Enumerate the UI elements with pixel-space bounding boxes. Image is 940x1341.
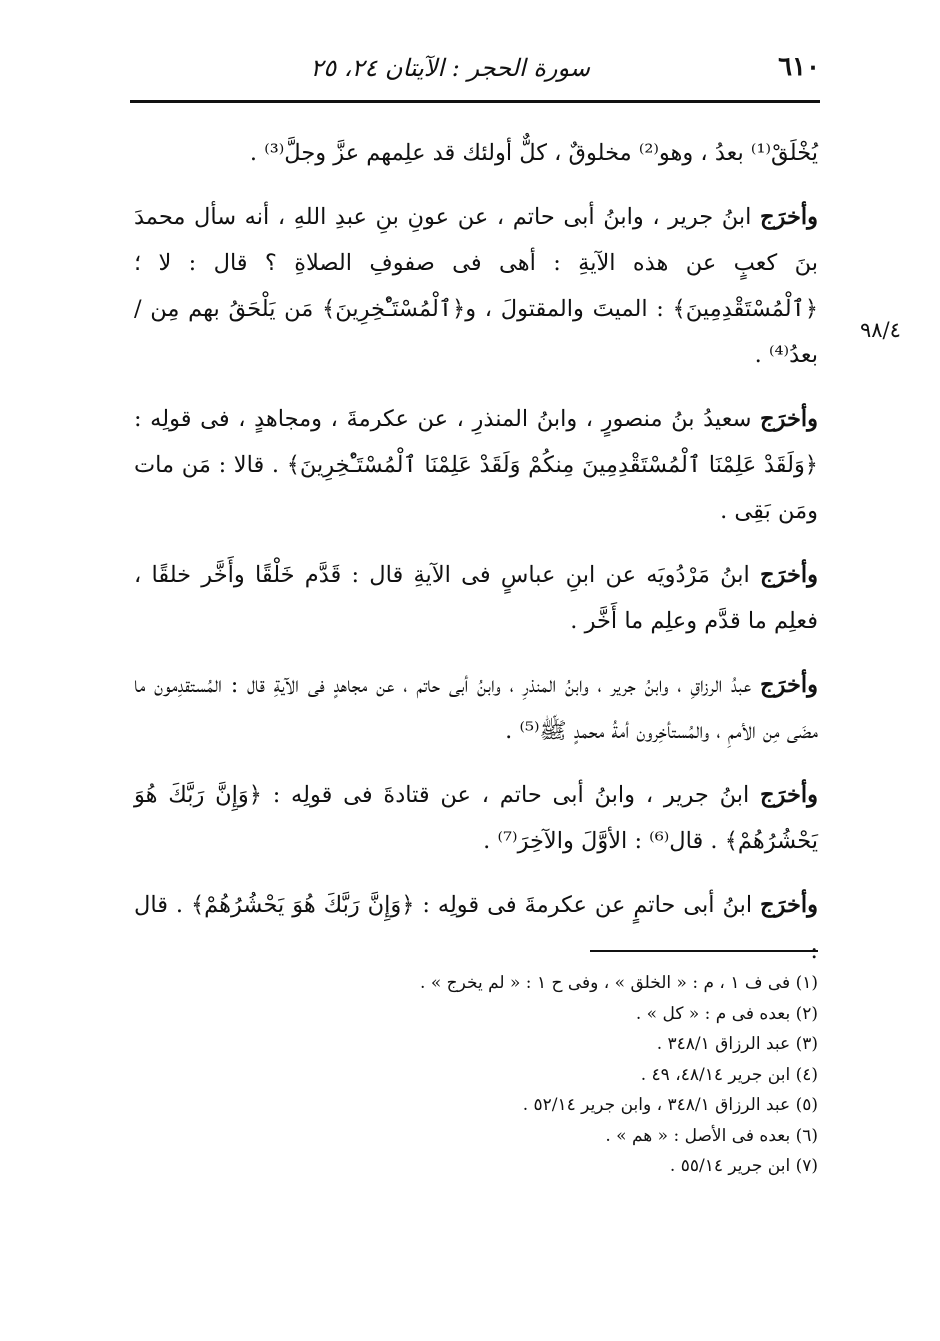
footnote: (٤) ابن جرير ٤٨/١٤، ٤٩ . [640, 1064, 818, 1085]
paragraph [134, 552, 818, 644]
paragraph-lead: وأخرَج [760, 406, 818, 432]
paragraph-text: يُخْلَقْ⁽¹⁾ بعدُ ، وهو⁽²⁾ مخلوقٌ ، كلٌّ أولئك قد علِمهم عزَّ وجلَّ⁽³⁾ . [249, 140, 818, 166]
paragraph-lead: وأخرَج [760, 892, 818, 918]
footnote: (١) فى ف ١ ، م : « الخلق » ، وفى ح ١ : « لم يخرج » . [420, 973, 818, 993]
paragraph-lead: وأخرَج [760, 782, 818, 808]
paragraph [134, 130, 818, 176]
body-text [134, 130, 818, 992]
paragraph-text: سعيدُ بنُ منصورٍ ، وابنُ المنذرِ ، عن عكرمةَ ، ومجاهدٍ ، فى قولِه : ﴿وَلَقَدْ عَلِمْنَا ٱلْمُسْتَقْدِمِينَ مِنكُمْ وَلَقَدْ عَلِمْنَا ٱلْمُسْتَـْٔخِرِينَ﴾ . قالا : مَن مات ومَن بَقِى . [134, 406, 818, 524]
margin-reference: ٩٨/٤ [860, 318, 901, 342]
paragraph-text: عبدُ الرزاقِ ، وابنُ جرير ، وابنُ المنذرِ ، وابنُ أبى حاتم ، عن مجاهدٍ فى الآيةِ قال : المُستقدِمون ما مضَى مِن الأممِ ، والمُستأخِرون أمةُ محمدٍ ﷺ⁽⁵⁾ . [134, 672, 818, 744]
paragraph-text: ابنُ جرير ، وابنُ أبى حاتم ، عن قتادةَ فى قولِه : ﴿وَإِنَّ رَبَّكَ هُوَ يَحْشُرُهُمْ﴾ . قال⁽⁶⁾ : الأوَّلَ والآخِرَ⁽⁷⁾ . [134, 782, 818, 854]
footnote: (٣) عبد الرزاق ٣٤٨/١ . [656, 1034, 818, 1054]
paragraph-lead: وأخرَج [760, 672, 818, 698]
footnote-rule [590, 950, 818, 952]
paragraph-text: ابنُ مَرْدُويَه عن ابنِ عباسٍ فى الآيةِ قال : قَدَّم خَلْقًا وأَخَّر خلقًا ، فعلِم ما قدَّم وعلِم ما أَخَّر . [134, 562, 818, 634]
paragraph [134, 882, 818, 974]
paragraph [134, 396, 818, 534]
paragraph [134, 194, 818, 378]
paragraph [134, 772, 818, 864]
running-title: سورة الحجر : الآيتان ٢٤، ٢٥ [310, 54, 590, 82]
header-rule [130, 100, 820, 103]
paragraph [134, 662, 818, 754]
footnote: (٧) ابن جرير ٥٥/١٤ . [669, 1156, 818, 1176]
page-header [130, 52, 820, 92]
footnote: (٦) بعده فى الأصل : « هم » . [605, 1125, 818, 1146]
page-number: ٦١٠ [778, 52, 820, 82]
footnotes [300, 968, 818, 1182]
paragraph-text: ابنُ أبى حاتمٍ عن عكرمةَ فى قولِه : ﴿وَإِنَّ رَبَّكَ هُوَ يَحْشُرُهُمْ﴾ . قال : [134, 892, 818, 964]
paragraph-text: ابنُ جرير ، وابنُ أبى حاتم ، عن عونِ بنِ عبدِ اللهِ ، أنه سأل محمدَ بنَ كعبٍ عن هذه الآيةِ : أهى فى صفوفِ الصلاةِ ؟ قال : لا ؛ ﴿ٱلْمُسْتَقْدِمِينَ﴾ : الميتَ والمقتولَ ، و﴿ٱلْمُسْتَـْٔخِرِينَ﴾ مَن يَلْحَقُ بهم مِن /بعدُ⁽⁴⁾ . [134, 204, 818, 368]
paragraph-lead: وأخرَج [760, 204, 818, 230]
paragraph-lead: وأخرَج [760, 562, 818, 588]
footnote: (٢) بعده فى م : « كل » . [635, 1003, 818, 1024]
footnote: (٥) عبد الرزاق ٣٤٨/١ ، وابن جرير ٥٢/١٤ . [522, 1095, 818, 1115]
